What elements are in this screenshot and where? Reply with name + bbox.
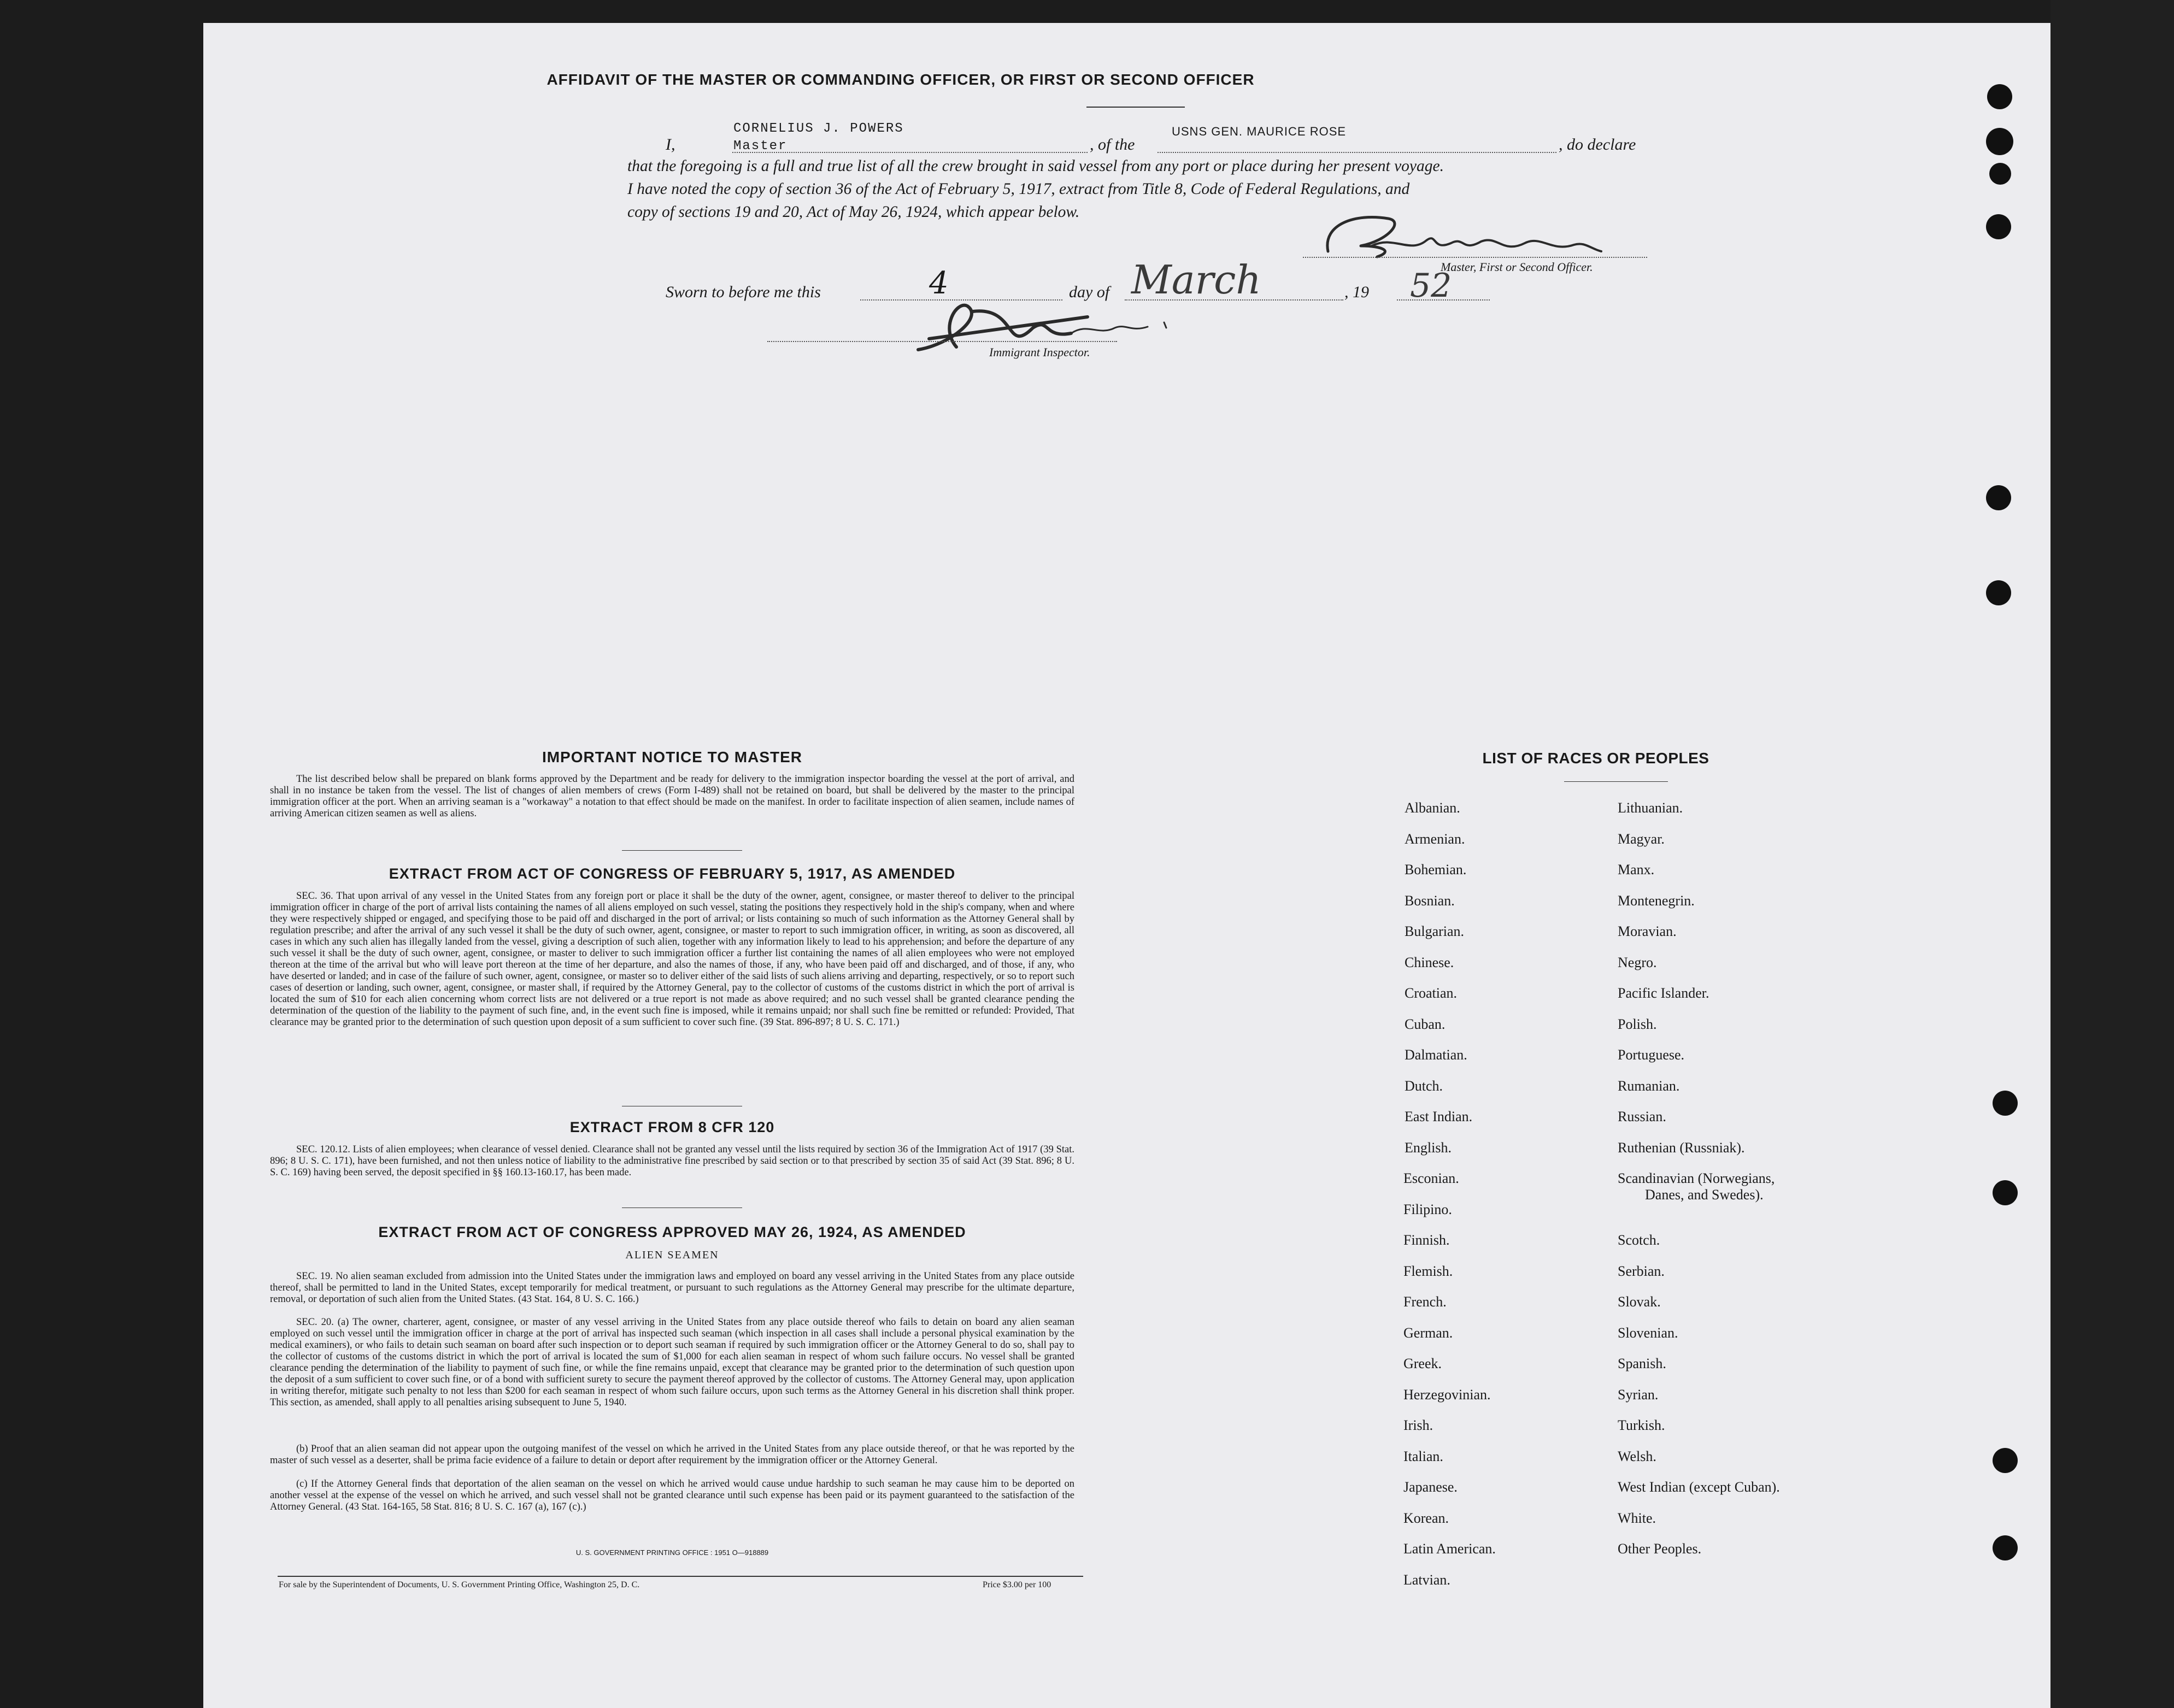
race-item: Turkish. [1618, 1417, 1665, 1433]
sworn-month: March [1131, 257, 1261, 303]
scan-border [2050, 0, 2174, 1708]
race-item: Herzegovinian. [1403, 1386, 1491, 1403]
extract-1924-subtitle: ALIEN SEAMEN [625, 1249, 719, 1261]
master-title: Master [733, 139, 788, 154]
race-item: White. [1618, 1510, 1656, 1526]
race-item: Latvian. [1403, 1571, 1450, 1588]
year-prefix: , 19 [1344, 283, 1369, 301]
master-signature-line [1303, 257, 1647, 258]
master-signature [1323, 202, 1607, 262]
sworn-label: Sworn to before me this [666, 283, 821, 301]
notice-title: IMPORTANT NOTICE TO MASTER [542, 749, 803, 765]
race-item: Cuban. [1405, 1016, 1446, 1032]
race-item: Korean. [1403, 1510, 1449, 1526]
extract-1924-title: EXTRACT FROM ACT OF CONGRESS APPROVED MAY 26, 1924, AS AMENDED [378, 1224, 966, 1240]
race-item: Polish. [1618, 1016, 1657, 1032]
race-item: Esconian. [1403, 1170, 1459, 1186]
race-item: Scotch. [1618, 1232, 1660, 1248]
race-item: French. [1403, 1294, 1447, 1310]
race-item: Danes, and Swedes). [1645, 1187, 1764, 1203]
notice-rule [622, 850, 742, 851]
race-item: Filipino. [1403, 1201, 1452, 1217]
race-item: Armenian. [1405, 831, 1465, 847]
race-item: English. [1405, 1139, 1452, 1156]
year-suffix: 52 [1410, 267, 1452, 305]
footer-rule [278, 1576, 1083, 1577]
race-item: Bohemian. [1405, 862, 1467, 877]
affidavit-line-2: that the foregoing is a full and true list of all the crew brought in said vessel from any port or place during her present voyage. [627, 157, 1444, 175]
punch-hole [1986, 485, 2011, 510]
punch-hole [1989, 163, 2011, 185]
vessel-line [1157, 152, 1556, 153]
master-line [732, 152, 1088, 153]
punch-hole [1987, 84, 2012, 109]
race-item: Serbian. [1618, 1263, 1665, 1279]
extract-1924-sec20c: (c) If the Attorney General finds that deportation of the alien seaman on the vessel on which he arrived would cause undue hardship to such seaman he may cause him to be deported on another vessel at the expense of the vessel on which he arrived, and such vessel shall not be granted clearance until such expense has been paid or its payment guaranteed to the satisfaction of the Attorney General. (43 Stat. 164-165, 58 Stat. 816; 8 U. S. C. 167 (a), 167 (c).) [270, 1479, 1074, 1512]
race-item: German. [1403, 1324, 1453, 1341]
race-item: Welsh. [1618, 1448, 1656, 1464]
race-item: Dalmatian. [1405, 1047, 1467, 1063]
race-item: West Indian (except Cuban). [1618, 1479, 1780, 1495]
race-item: Russian. [1618, 1109, 1666, 1124]
race-item: Syrian. [1618, 1386, 1659, 1403]
affidavit-line-3: I have noted the copy of section 36 of the Act of February 5, 1917, extract from Title 8, Code of Federal Regulations, and [627, 180, 1410, 198]
race-item: Italian. [1403, 1448, 1443, 1464]
punch-hole [1986, 580, 2011, 605]
punch-hole [1993, 1091, 2018, 1116]
punch-hole [1986, 128, 2013, 155]
vessel-name: USNS GEN. MAURICE ROSE [1172, 125, 1347, 138]
race-item: Albanian. [1405, 800, 1460, 816]
race-item: Bosnian. [1405, 892, 1455, 909]
printing-office-line: U. S. GOVERNMENT PRINTING OFFICE : 1951 O—918889 [575, 1548, 769, 1557]
race-item: Other Peoples. [1618, 1541, 1702, 1557]
race-item: Lithuanian. [1618, 800, 1683, 816]
affidavit-line-4: copy of sections 19 and 20, Act of May 26, 1924, which appear below. [627, 203, 1080, 221]
race-item: Spanish. [1618, 1356, 1666, 1371]
race-item: Scandinavian (Norwegians, [1618, 1170, 1775, 1186]
day-of-label: day of [1069, 283, 1110, 301]
race-item: Greek. [1403, 1356, 1442, 1371]
extract-1924-sec19: SEC. 19. No alien seaman excluded from admission into the United States under the immigration laws and employed on board any vessel arriving in the United States from any place outside thereof, shall be permitted to land in the United States, except temporarily for medical treatment, or pursuant to such regulations as the Attorney General may prescribe for the ultimate departure, removal, or deportation of such alien from the United States. (43 Stat. 164, 8 U. S. C. 166.) [270, 1271, 1074, 1305]
footer-sale-text: For sale by the Superintendent of Documents, U. S. Government Printing Office, Washington 25, D. C. [279, 1580, 640, 1589]
race-item: Latin American. [1403, 1541, 1496, 1557]
affidavit-title: AFFIDAVIT OF THE MASTER OR COMMANDING OFFICER, OR FIRST OR SECOND OFFICER [547, 71, 1255, 88]
extract-1917-text: SEC. 36. That upon arrival of any vessel in the United States from any foreign port or place it shall be the duty of the owner, agent, consignee, or master thereof to deliver to the principal immigration officer in charge of the port of arrival lists containing the names of all aliens employed on such vessel, stating the positions they respectively hold in the ship's company, when and where they were respectively shipped or engaged, and specifying those to be paid off and discharged in the port of arrival; or lists containing so much of such information as the Attorney General shall by regulation prescribe; and after the arrival of any such vessel it shall be the duty of such owner, agent, consignee, or master to report to such immigration officer, in writing, as soon as discovered, all cases in which any such alien has illegally landed from the vessel, giving a description of such alien, together with any information likely to lead to his apprehension; and before the departure of any such vessel it shall be the duty of such owner, agent, consignee, or master to deliver to such immigration officer a further list containing the names of all alien employees who were not employed thereon at the time of the arrival but who will leave port thereon at the time of her departure, and also the names of those, if any, who have been paid off and discharged, and of those, if any, who have deserted or landed; and in case of the failure of such owner, agent, consignee, or master so to deliver either of the said lists of such aliens arriving and departing, respectively, or so to report such cases of desertion or landing, such owner, agent, consignee, or master shall, if required by the Attorney General, pay to the collector of customs of the customs district in which the port of arrival is located the sum of $10 for each alien concerning whom correct lists are not delivered or a true report is not made as above required; and no such vessel shall be granted clearance pending the determination of the question of the liability to the payment of such fine, and, in the event such fine is imposed, while it remains unpaid; nor shall such fine be remitted or refunded: Provided, That clearance may be granted prior to the determination of such question upon deposit of a sum sufficient to cover such fine. (39 Stat. 896-897; 8 U. S. C. 171.) [270, 891, 1074, 1028]
race-item: Finnish. [1403, 1232, 1450, 1248]
do-declare-label: , do declare [1559, 136, 1636, 154]
race-item: Ruthenian (Russniak). [1618, 1139, 1745, 1156]
race-item: Flemish. [1403, 1263, 1453, 1279]
races-rule [1564, 781, 1668, 782]
race-item: East Indian. [1405, 1109, 1473, 1124]
title-rule [1086, 107, 1185, 108]
race-item: Pacific Islander. [1618, 985, 1709, 1001]
extract-1924-sec20a: SEC. 20. (a) The owner, charterer, agent, consignee, or master of any vessel arriving in the United States from any place outside thereof who fails to detain on board any alien seaman employed on such vessel until the immigration officer in charge at the port of arrival has inspected such seaman (which inspection in all cases shall include a personal physical examination by the medical examiners), or who fails to detain such seaman on board after such inspection or to deport such seaman if required by such immigration officer or the Attorney General to do so, shall pay to the collector of customs of the customs district in which the port of arrival is located the sum of $1,000 for each alien seaman in respect of whom such failure occurs. No vessel shall be granted clearance pending the determination of the liability to payment of such fine, or while the fine remains unpaid, except that clearance may be granted prior to the determination of such question upon the deposit of a sum sufficient to cover such fine, or of a bond with sufficient surety to secure the payment thereof approved by the collector of customs. The Attorney General may, upon application in writing therefor, mitigate such penalty to not less than $200 for each seaman in respect of whom such failure occurs, upon such terms as the Attorney General in his discretion shall think proper. This section, as amended, shall apply to all penalties arising subsequent to June 5, 1940. [270, 1317, 1074, 1408]
race-item: Montenegrin. [1618, 892, 1695, 909]
race-item: Japanese. [1403, 1479, 1458, 1495]
race-item: Manx. [1618, 862, 1655, 877]
master-caption: Master, First or Second Officer. [1441, 260, 1593, 274]
inspector-caption: Immigrant Inspector. [989, 345, 1090, 359]
inspector-signature-line [767, 341, 1117, 342]
race-item: Slovenian. [1618, 1324, 1678, 1341]
i-label: I, [666, 136, 675, 154]
race-item: Bulgarian. [1405, 923, 1465, 939]
extract-cfr-title: EXTRACT FROM 8 CFR 120 [569, 1119, 775, 1135]
race-item: Moravian. [1618, 923, 1677, 939]
race-item: Chinese. [1405, 954, 1454, 970]
sworn-day: 4 [929, 266, 949, 301]
extract-1917-title: EXTRACT FROM ACT OF CONGRESS OF FEBRUARY 5, 1917, AS AMENDED [389, 865, 956, 882]
race-item: Irish. [1403, 1417, 1433, 1433]
punch-hole [1993, 1448, 2018, 1473]
punch-hole [1993, 1180, 2018, 1205]
punch-hole [1993, 1535, 2018, 1560]
race-item: Slovak. [1618, 1294, 1661, 1310]
footer-price: Price $3.00 per 100 [983, 1580, 1051, 1589]
race-item: Magyar. [1618, 831, 1665, 847]
extract-1924-sec20b: (b) Proof that an alien seaman did not appear upon the outgoing manifest of the vessel on which he arrived in the United States from any place outside thereof, or that he was reported by the master of such vessel as a deserter, shall be prima facie evidence of a failure to detain or deport after requirement by the immigration officer or the Attorney General. [270, 1444, 1074, 1466]
year-line [1397, 299, 1490, 301]
extract-cfr-text: SEC. 120.12. Lists of alien employees; when clearance of vessel denied. Clearance shall not be granted any vessel until the lists required by section 36 of the Immigration Act of 1917 (39 Stat. 896; 8 U. S. C. 171), have been furnished, and not then unless notice of liability to the administrative fine prescribed by said section or to that prescribed by section 35 of said Act (39 Stat. 896; 8 U. S. C. 169) having been served, the deposit specified in §§ 160.13-160.17, has been made. [270, 1144, 1074, 1178]
punch-hole [1986, 214, 2011, 239]
race-item: Portuguese. [1618, 1047, 1685, 1063]
races-title: LIST OF RACES OR PEOPLES [1482, 750, 1709, 767]
race-item: Dutch. [1405, 1077, 1443, 1094]
of-the-label: , of the [1090, 136, 1135, 154]
race-item: Croatian. [1405, 985, 1458, 1001]
master-name: CORNELIUS J. POWERS [733, 121, 904, 136]
notice-text: The list described below shall be prepared on blank forms approved by the Department and be ready for delivery to the immigration inspector boarding the vessel at the port of arrival, and shall in no instance be taken from the vessel. The list of changes of alien members of crews (Form I-489) shall not be retained on board, but shall be delivered by the master to the principal immigration officer at the port. When an arriving seaman is a "workaway" a notation to that effect should be made on the manifest. In order to facilitate inspection of alien seamen, include names of arriving American citizen seamen as well as aliens. [270, 774, 1074, 819]
race-item: Rumanian. [1618, 1077, 1680, 1094]
race-item: Negro. [1618, 954, 1657, 970]
